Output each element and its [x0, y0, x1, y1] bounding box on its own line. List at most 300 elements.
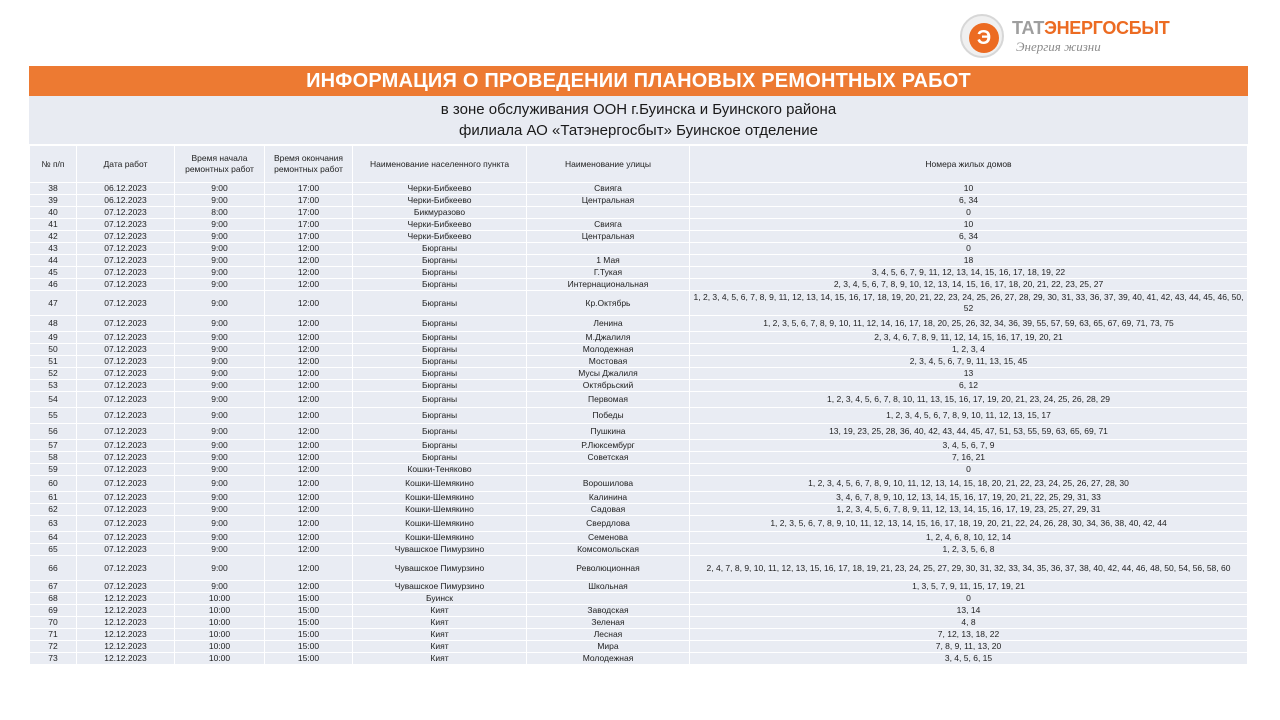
cell-end-time: 12:00	[265, 464, 353, 476]
logo-letter: Э	[969, 23, 999, 53]
table-row	[30, 380, 1248, 392]
cell-street: Г.Тукая	[527, 267, 690, 279]
cell-locality: Бюрганы	[353, 380, 527, 392]
cell-street: Семенова	[527, 532, 690, 544]
cell-street: Советская	[527, 452, 690, 464]
cell-number: 57	[30, 440, 77, 452]
cell-locality: Бюрганы	[353, 452, 527, 464]
cell-start-time: 9:00	[175, 492, 265, 504]
cell-number: 52	[30, 368, 77, 380]
cell-start-time: 9:00	[175, 316, 265, 332]
cell-street: Революционная	[527, 556, 690, 581]
cell-end-time: 12:00	[265, 243, 353, 255]
cell-start-time: 10:00	[175, 605, 265, 617]
cell-house-numbers: 1, 2, 3, 4, 5, 6, 7, 8, 9, 10, 11, 12, 13, 14, 15, 18, 20, 21, 22, 23, 24, 25, 26, 27, 28, 30	[690, 476, 1248, 492]
cell-end-time: 12:00	[265, 392, 353, 408]
company-logo	[958, 14, 1198, 60]
cell-locality: Кошки-Шемякино	[353, 476, 527, 492]
cell-number: 49	[30, 332, 77, 344]
cell-start-time: 9:00	[175, 380, 265, 392]
cell-start-time: 9:00	[175, 231, 265, 243]
table-row	[30, 440, 1248, 452]
cell-end-time: 12:00	[265, 556, 353, 581]
cell-street	[527, 207, 690, 219]
table-row	[30, 544, 1248, 556]
cell-street: Центральная	[527, 195, 690, 207]
cell-start-time: 10:00	[175, 617, 265, 629]
cell-date: 07.12.2023	[77, 219, 175, 231]
table-row	[30, 653, 1248, 665]
cell-house-numbers: 10	[690, 183, 1248, 195]
cell-street: Мира	[527, 641, 690, 653]
cell-locality: Бюрганы	[353, 356, 527, 368]
cell-locality: Бюрганы	[353, 440, 527, 452]
table-row	[30, 605, 1248, 617]
table-row	[30, 316, 1248, 332]
cell-locality: Кошки-Шемякино	[353, 504, 527, 516]
cell-street: М.Джалиля	[527, 332, 690, 344]
cell-number: 67	[30, 581, 77, 593]
subtitle-line-1: в зоне обслуживания ООН г.Буинска и Буинского района	[440, 101, 837, 118]
cell-end-time: 12:00	[265, 452, 353, 464]
header-house-numbers: Номера жилых домов	[690, 146, 1248, 183]
cell-date: 07.12.2023	[77, 408, 175, 424]
cell-number: 62	[30, 504, 77, 516]
cell-street: Р.Люксембург	[527, 440, 690, 452]
logo-emblem-icon	[960, 14, 1004, 58]
cell-start-time: 9:00	[175, 356, 265, 368]
cell-number: 38	[30, 183, 77, 195]
cell-start-time: 9:00	[175, 408, 265, 424]
table-row	[30, 476, 1248, 492]
table-row	[30, 629, 1248, 641]
cell-number: 58	[30, 452, 77, 464]
cell-house-numbers: 2, 4, 7, 8, 9, 10, 11, 12, 13, 15, 16, 17, 18, 19, 21, 23, 24, 25, 27, 29, 30, 31, 32, 33, 34, 35, 36, 37, 38, 40, 42, 44, 46, 48, 50, 54, 56, 58, 60	[690, 556, 1248, 581]
cell-date: 12.12.2023	[77, 593, 175, 605]
cell-street: Школьная	[527, 581, 690, 593]
cell-street: 1 Мая	[527, 255, 690, 267]
cell-number: 66	[30, 556, 77, 581]
cell-locality: Бюрганы	[353, 332, 527, 344]
cell-date: 07.12.2023	[77, 504, 175, 516]
cell-start-time: 9:00	[175, 183, 265, 195]
cell-street	[527, 593, 690, 605]
cell-end-time: 12:00	[265, 440, 353, 452]
cell-house-numbers: 2, 3, 4, 5, 6, 7, 8, 9, 10, 12, 13, 14, 15, 16, 17, 18, 20, 21, 22, 23, 25, 27	[690, 279, 1248, 291]
table-row	[30, 464, 1248, 476]
cell-number: 47	[30, 291, 77, 316]
cell-start-time: 10:00	[175, 629, 265, 641]
cell-house-numbers: 1, 2, 4, 6, 8, 10, 12, 14	[690, 532, 1248, 544]
table-row	[30, 195, 1248, 207]
table-row	[30, 368, 1248, 380]
cell-date: 12.12.2023	[77, 653, 175, 665]
cell-date: 12.12.2023	[77, 605, 175, 617]
cell-start-time: 9:00	[175, 581, 265, 593]
cell-start-time: 9:00	[175, 344, 265, 356]
cell-end-time: 17:00	[265, 183, 353, 195]
cell-street: Садовая	[527, 504, 690, 516]
cell-house-numbers: 1, 3, 5, 7, 9, 11, 15, 17, 19, 21	[690, 581, 1248, 593]
cell-locality: Чувашское Пимурзино	[353, 544, 527, 556]
cell-street: Центральная	[527, 231, 690, 243]
cell-start-time: 9:00	[175, 544, 265, 556]
cell-house-numbers: 13, 19, 23, 25, 28, 36, 40, 42, 43, 44, 45, 47, 51, 53, 55, 59, 63, 65, 69, 71	[690, 424, 1248, 440]
cell-locality: Бюрганы	[353, 255, 527, 267]
table-row	[30, 267, 1248, 279]
cell-end-time: 12:00	[265, 516, 353, 532]
cell-number: 70	[30, 617, 77, 629]
cell-date: 07.12.2023	[77, 207, 175, 219]
subtitle-line-2: филиала АО «Татэнергосбыт» Буинское отделение	[459, 122, 818, 139]
cell-number: 59	[30, 464, 77, 476]
cell-end-time: 12:00	[265, 504, 353, 516]
cell-street: Молодежная	[527, 653, 690, 665]
cell-number: 65	[30, 544, 77, 556]
cell-number: 51	[30, 356, 77, 368]
cell-house-numbers: 7, 16, 21	[690, 452, 1248, 464]
cell-number: 53	[30, 380, 77, 392]
cell-end-time: 12:00	[265, 544, 353, 556]
cell-date: 07.12.2023	[77, 556, 175, 581]
cell-street: Победы	[527, 408, 690, 424]
cell-end-time: 17:00	[265, 195, 353, 207]
table-row	[30, 279, 1248, 291]
cell-number: 60	[30, 476, 77, 492]
cell-street: Свияга	[527, 183, 690, 195]
cell-date: 07.12.2023	[77, 544, 175, 556]
cell-locality: Бикмуразово	[353, 207, 527, 219]
table-row	[30, 356, 1248, 368]
cell-street	[527, 243, 690, 255]
cell-street: Мостовая	[527, 356, 690, 368]
cell-number: 63	[30, 516, 77, 532]
cell-date: 07.12.2023	[77, 344, 175, 356]
cell-date: 07.12.2023	[77, 231, 175, 243]
table-row	[30, 255, 1248, 267]
cell-house-numbers: 1, 2, 3, 5, 6, 8	[690, 544, 1248, 556]
cell-street: Октябрьский	[527, 380, 690, 392]
cell-number: 72	[30, 641, 77, 653]
cell-locality: Бюрганы	[353, 392, 527, 408]
cell-number: 61	[30, 492, 77, 504]
cell-end-time: 12:00	[265, 316, 353, 332]
cell-start-time: 9:00	[175, 556, 265, 581]
cell-street	[527, 464, 690, 476]
cell-end-time: 12:00	[265, 424, 353, 440]
cell-start-time: 9:00	[175, 464, 265, 476]
cell-date: 07.12.2023	[77, 581, 175, 593]
cell-number: 69	[30, 605, 77, 617]
cell-house-numbers: 1, 2, 3, 5, 6, 7, 8, 9, 10, 11, 12, 14, 16, 17, 18, 20, 25, 26, 32, 34, 36, 39, 55, 57, 59, 63, 65, 67, 69, 71, 73, 75	[690, 316, 1248, 332]
cell-house-numbers: 3, 4, 5, 6, 15	[690, 653, 1248, 665]
cell-end-time: 12:00	[265, 279, 353, 291]
cell-locality: Черки-Бибкеево	[353, 195, 527, 207]
cell-start-time: 9:00	[175, 267, 265, 279]
table-row	[30, 291, 1248, 316]
cell-end-time: 12:00	[265, 255, 353, 267]
cell-end-time: 17:00	[265, 207, 353, 219]
cell-locality: Бюрганы	[353, 316, 527, 332]
cell-house-numbers: 6, 12	[690, 380, 1248, 392]
cell-end-time: 15:00	[265, 605, 353, 617]
cell-date: 12.12.2023	[77, 629, 175, 641]
cell-start-time: 9:00	[175, 424, 265, 440]
cell-house-numbers: 2, 3, 4, 5, 6, 7, 9, 11, 13, 15, 45	[690, 356, 1248, 368]
cell-end-time: 12:00	[265, 332, 353, 344]
cell-street: Свияга	[527, 219, 690, 231]
table-body	[30, 183, 1248, 665]
cell-street: Мусы Джалиля	[527, 368, 690, 380]
cell-date: 12.12.2023	[77, 641, 175, 653]
cell-house-numbers: 0	[690, 207, 1248, 219]
cell-locality: Черки-Бибкеево	[353, 183, 527, 195]
header-end-time: Время окончания ремонтных работ	[265, 146, 353, 183]
cell-locality: Буинск	[353, 593, 527, 605]
cell-start-time: 9:00	[175, 532, 265, 544]
cell-end-time: 15:00	[265, 641, 353, 653]
cell-number: 48	[30, 316, 77, 332]
cell-end-time: 12:00	[265, 356, 353, 368]
cell-house-numbers: 1, 2, 3, 4	[690, 344, 1248, 356]
table-header-row	[30, 146, 1248, 183]
cell-date: 07.12.2023	[77, 452, 175, 464]
logo-slogan: Энергия жизни	[1016, 39, 1101, 54]
cell-locality: Кият	[353, 605, 527, 617]
table-row	[30, 581, 1248, 593]
cell-start-time: 10:00	[175, 653, 265, 665]
table-row	[30, 556, 1248, 581]
table-row	[30, 231, 1248, 243]
cell-date: 07.12.2023	[77, 492, 175, 504]
cell-house-numbers: 6, 34	[690, 231, 1248, 243]
cell-locality: Кият	[353, 629, 527, 641]
cell-date: 07.12.2023	[77, 516, 175, 532]
cell-start-time: 9:00	[175, 332, 265, 344]
cell-locality: Кошки-Шемякино	[353, 492, 527, 504]
header-date: Дата работ	[77, 146, 175, 183]
cell-start-time: 9:00	[175, 255, 265, 267]
logo-name-part1: ТАТ	[1012, 18, 1045, 38]
cell-start-time: 9:00	[175, 392, 265, 408]
cell-date: 07.12.2023	[77, 476, 175, 492]
cell-house-numbers: 3, 4, 5, 6, 7, 9	[690, 440, 1248, 452]
cell-house-numbers: 13	[690, 368, 1248, 380]
table-row	[30, 452, 1248, 464]
cell-street: Лесная	[527, 629, 690, 641]
cell-start-time: 9:00	[175, 195, 265, 207]
cell-date: 07.12.2023	[77, 316, 175, 332]
subtitle-block	[29, 96, 1248, 144]
cell-number: 50	[30, 344, 77, 356]
cell-house-numbers: 0	[690, 464, 1248, 476]
table-row	[30, 424, 1248, 440]
cell-end-time: 15:00	[265, 617, 353, 629]
cell-date: 07.12.2023	[77, 332, 175, 344]
cell-locality: Бюрганы	[353, 279, 527, 291]
table-row	[30, 492, 1248, 504]
cell-house-numbers: 3, 4, 5, 6, 7, 9, 11, 12, 13, 14, 15, 16, 17, 18, 19, 22	[690, 267, 1248, 279]
cell-end-time: 12:00	[265, 368, 353, 380]
cell-start-time: 9:00	[175, 504, 265, 516]
cell-street: Комсомольская	[527, 544, 690, 556]
cell-locality: Бюрганы	[353, 424, 527, 440]
table-row	[30, 344, 1248, 356]
cell-number: 42	[30, 231, 77, 243]
cell-number: 54	[30, 392, 77, 408]
cell-start-time: 9:00	[175, 279, 265, 291]
cell-date: 07.12.2023	[77, 356, 175, 368]
cell-start-time: 9:00	[175, 219, 265, 231]
table-row	[30, 183, 1248, 195]
header-street: Наименование улицы	[527, 146, 690, 183]
cell-number: 41	[30, 219, 77, 231]
cell-locality: Кият	[353, 641, 527, 653]
cell-house-numbers: 13, 14	[690, 605, 1248, 617]
cell-end-time: 17:00	[265, 219, 353, 231]
cell-end-time: 12:00	[265, 492, 353, 504]
header-number: № п/п	[30, 146, 77, 183]
logo-name	[1012, 18, 1169, 39]
cell-locality: Черки-Бибкеево	[353, 231, 527, 243]
table-row	[30, 516, 1248, 532]
cell-house-numbers: 1, 2, 3, 4, 5, 6, 7, 8, 9, 10, 11, 12, 13, 15, 17	[690, 408, 1248, 424]
cell-number: 44	[30, 255, 77, 267]
cell-start-time: 9:00	[175, 452, 265, 464]
cell-end-time: 17:00	[265, 231, 353, 243]
cell-house-numbers: 1, 2, 3, 4, 5, 6, 7, 8, 10, 11, 13, 15, 16, 17, 19, 20, 21, 23, 24, 25, 26, 28, 29	[690, 392, 1248, 408]
cell-street: Калинина	[527, 492, 690, 504]
cell-house-numbers: 1, 2, 3, 4, 5, 6, 7, 8, 9, 11, 12, 13, 14, 15, 16, 17, 19, 23, 25, 27, 29, 31	[690, 504, 1248, 516]
cell-locality: Кошки-Шемякино	[353, 532, 527, 544]
cell-start-time: 10:00	[175, 593, 265, 605]
cell-date: 07.12.2023	[77, 291, 175, 316]
cell-house-numbers: 1, 2, 3, 4, 5, 6, 7, 8, 9, 11, 12, 13, 14, 15, 16, 17, 18, 19, 20, 21, 22, 23, 24, 25, 26, 27, 28, 29, 30, 31, 33, 36, 37, 39, 40, 41, 42, 43, 44, 45, 46, 50, 52	[690, 291, 1248, 316]
cell-start-time: 9:00	[175, 476, 265, 492]
cell-locality: Бюрганы	[353, 243, 527, 255]
cell-start-time: 9:00	[175, 368, 265, 380]
cell-locality: Бюрганы	[353, 344, 527, 356]
header-start-time: Время начала ремонтных работ	[175, 146, 265, 183]
cell-locality: Бюрганы	[353, 291, 527, 316]
cell-street: Ленина	[527, 316, 690, 332]
cell-street: Первомая	[527, 392, 690, 408]
cell-end-time: 12:00	[265, 408, 353, 424]
cell-number: 64	[30, 532, 77, 544]
cell-number: 73	[30, 653, 77, 665]
cell-number: 46	[30, 279, 77, 291]
cell-start-time: 9:00	[175, 243, 265, 255]
cell-house-numbers: 3, 4, 6, 7, 8, 9, 10, 12, 13, 14, 15, 16, 17, 19, 20, 21, 22, 25, 29, 31, 33	[690, 492, 1248, 504]
logo-name-part2: ЭНЕРГОСБЫТ	[1044, 18, 1170, 38]
cell-house-numbers: 10	[690, 219, 1248, 231]
cell-end-time: 15:00	[265, 593, 353, 605]
cell-locality: Бюрганы	[353, 267, 527, 279]
cell-date: 07.12.2023	[77, 440, 175, 452]
cell-date: 07.12.2023	[77, 279, 175, 291]
cell-locality: Кошки-Шемякино	[353, 516, 527, 532]
cell-end-time: 12:00	[265, 344, 353, 356]
cell-locality: Бюрганы	[353, 368, 527, 380]
table-row	[30, 532, 1248, 544]
cell-number: 56	[30, 424, 77, 440]
cell-locality: Черки-Бибкеево	[353, 219, 527, 231]
cell-start-time: 9:00	[175, 440, 265, 452]
cell-street: Зеленая	[527, 617, 690, 629]
table-row	[30, 641, 1248, 653]
table-row	[30, 392, 1248, 408]
cell-locality: Чувашское Пимурзино	[353, 556, 527, 581]
cell-number: 39	[30, 195, 77, 207]
cell-date: 07.12.2023	[77, 243, 175, 255]
cell-number: 43	[30, 243, 77, 255]
cell-locality: Чувашское Пимурзино	[353, 581, 527, 593]
cell-date: 06.12.2023	[77, 183, 175, 195]
cell-locality: Кият	[353, 617, 527, 629]
cell-number: 71	[30, 629, 77, 641]
cell-end-time: 12:00	[265, 532, 353, 544]
cell-end-time: 12:00	[265, 380, 353, 392]
cell-start-time: 10:00	[175, 641, 265, 653]
cell-number: 45	[30, 267, 77, 279]
cell-date: 07.12.2023	[77, 368, 175, 380]
cell-locality: Бюрганы	[353, 408, 527, 424]
cell-street: Интернациональная	[527, 279, 690, 291]
cell-street: Пушкина	[527, 424, 690, 440]
cell-house-numbers: 0	[690, 243, 1248, 255]
cell-street: Кр.Октябрь	[527, 291, 690, 316]
cell-number: 40	[30, 207, 77, 219]
cell-start-time: 9:00	[175, 291, 265, 316]
cell-locality: Кошки-Теняково	[353, 464, 527, 476]
cell-house-numbers: 4, 8	[690, 617, 1248, 629]
cell-locality: Кият	[353, 653, 527, 665]
table-row	[30, 219, 1248, 231]
cell-date: 07.12.2023	[77, 267, 175, 279]
table-row	[30, 243, 1248, 255]
cell-start-time: 8:00	[175, 207, 265, 219]
cell-street: Ворошилова	[527, 476, 690, 492]
cell-end-time: 12:00	[265, 267, 353, 279]
table-row	[30, 332, 1248, 344]
cell-end-time: 12:00	[265, 291, 353, 316]
table-row	[30, 207, 1248, 219]
cell-house-numbers: 7, 8, 9, 11, 13, 20	[690, 641, 1248, 653]
header-locality: Наименование населенного пункта	[353, 146, 527, 183]
table-row	[30, 593, 1248, 605]
cell-date: 12.12.2023	[77, 617, 175, 629]
cell-house-numbers: 1, 2, 3, 5, 6, 7, 8, 9, 10, 11, 12, 13, 14, 15, 16, 17, 18, 19, 20, 21, 22, 24, 26, 28, 30, 34, 36, 38, 40, 42, 44	[690, 516, 1248, 532]
table-row	[30, 408, 1248, 424]
cell-date: 07.12.2023	[77, 464, 175, 476]
cell-end-time: 15:00	[265, 629, 353, 641]
cell-number: 68	[30, 593, 77, 605]
cell-house-numbers: 0	[690, 593, 1248, 605]
cell-house-numbers: 6, 34	[690, 195, 1248, 207]
cell-date: 07.12.2023	[77, 532, 175, 544]
cell-end-time: 15:00	[265, 653, 353, 665]
cell-date: 07.12.2023	[77, 255, 175, 267]
cell-house-numbers: 18	[690, 255, 1248, 267]
cell-house-numbers: 7, 12, 13, 18, 22	[690, 629, 1248, 641]
cell-date: 07.12.2023	[77, 392, 175, 408]
cell-date: 07.12.2023	[77, 380, 175, 392]
cell-date: 07.12.2023	[77, 424, 175, 440]
page-title-banner: ИНФОРМАЦИЯ О ПРОВЕДЕНИИ ПЛАНОВЫХ РЕМОНТНЫХ РАБОТ	[29, 66, 1248, 96]
cell-street: Молодежная	[527, 344, 690, 356]
cell-start-time: 9:00	[175, 516, 265, 532]
cell-number: 55	[30, 408, 77, 424]
